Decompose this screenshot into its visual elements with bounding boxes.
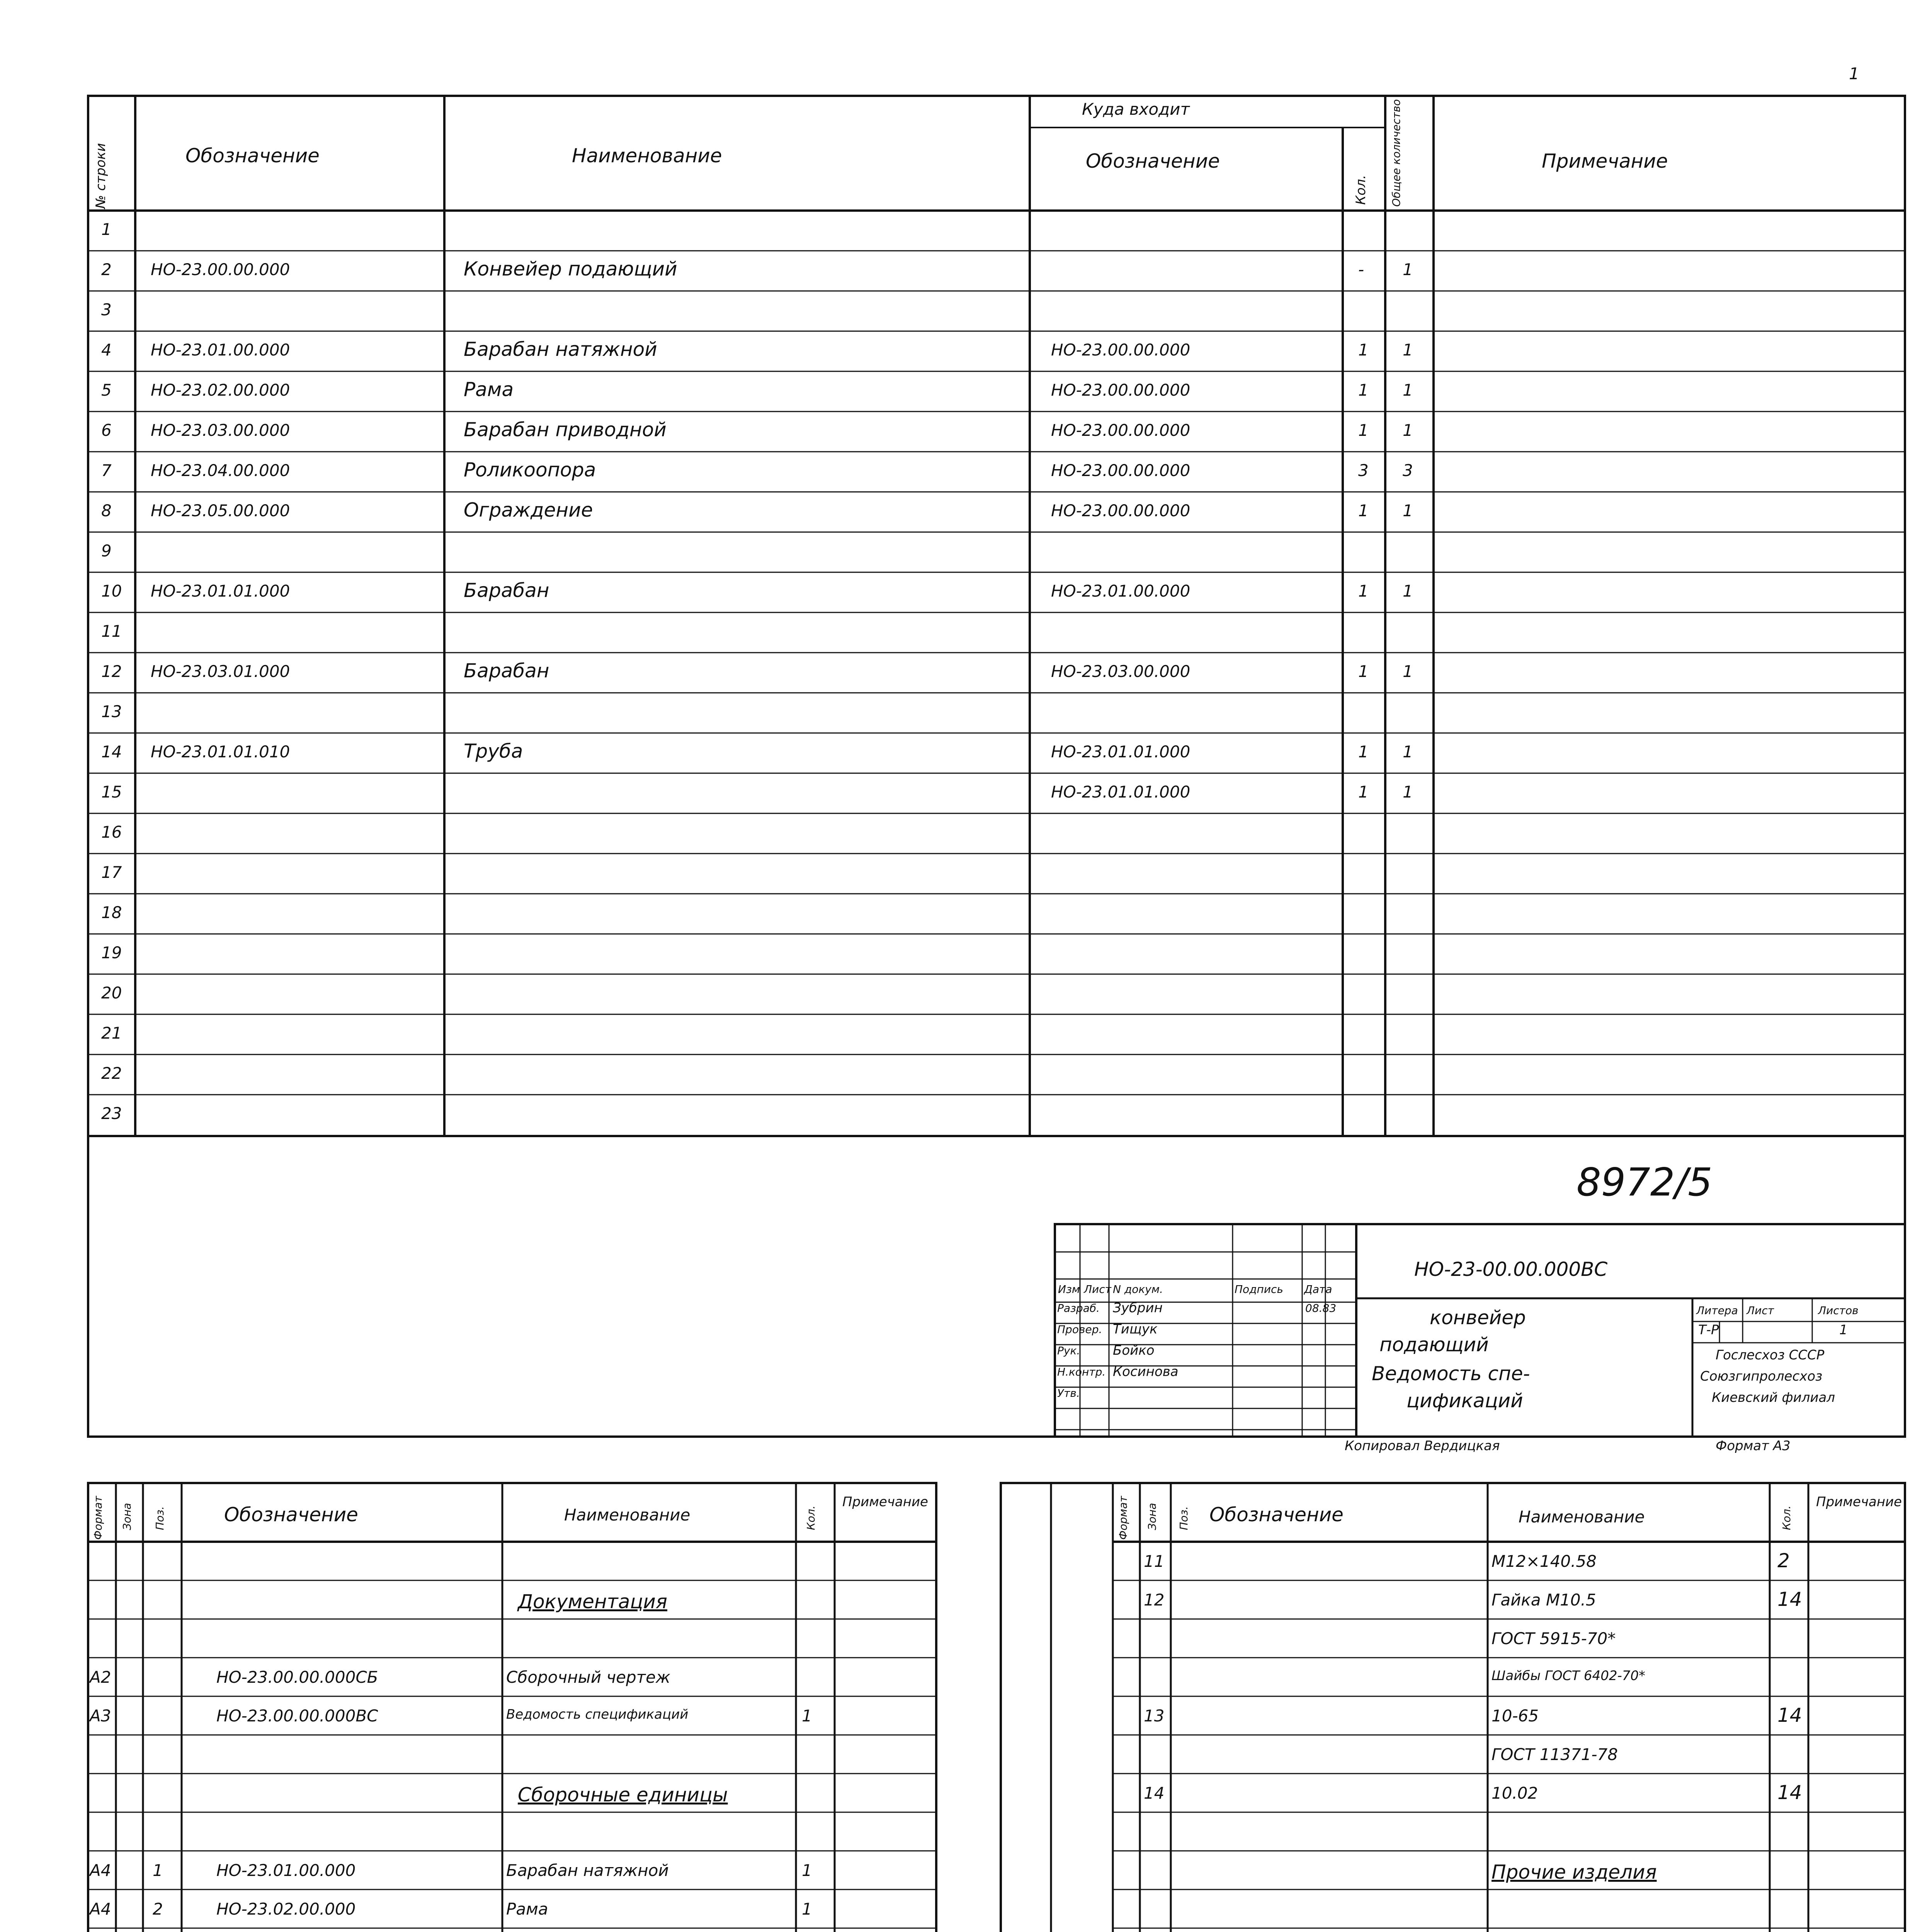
row-format: А3 — [90, 1706, 111, 1725]
tb1-code: НО-23-00.00.000ВС — [1414, 1258, 1608, 1281]
row-number: 17 — [101, 863, 122, 882]
row-number: 5 — [101, 381, 112, 400]
row-number: 3 — [101, 300, 112, 319]
where-used-header: Куда входит — [1082, 100, 1190, 119]
role-label: Разраб. — [1057, 1302, 1100, 1315]
row-number: 18 — [101, 903, 122, 922]
row-number: 12 — [101, 662, 122, 681]
designation-header: Обозначение — [1209, 1503, 1344, 1526]
tb1-copied: Копировал Вердицкая — [1345, 1438, 1500, 1454]
row-pos: 12 — [1144, 1590, 1165, 1609]
note-header: Примечание — [1542, 150, 1668, 172]
corner-mark: 1 — [1849, 64, 1859, 83]
row-qty: 1 — [1358, 340, 1369, 359]
row-pos: 14 — [1144, 1784, 1165, 1803]
tb1-litera: Т-Р — [1698, 1322, 1719, 1338]
row-name: Труба — [464, 740, 523, 762]
row-total-qty: 1 — [1403, 340, 1413, 359]
total-qty-header: Общее количество — [1390, 99, 1403, 207]
row-format: А4 — [90, 1861, 111, 1880]
tb1-hdr-izm: Изм — [1058, 1283, 1080, 1296]
row-where-used: НО-23.03.00.000 — [1051, 662, 1190, 681]
tb1-hdr-ndoc: N докум. — [1113, 1283, 1163, 1296]
row-designation: НО-23.01.00.000 — [216, 1861, 356, 1880]
row-total-qty: 1 — [1403, 742, 1413, 761]
format-header: Формат — [1117, 1496, 1129, 1540]
row-where-used: НО-23.00.00.000 — [1051, 381, 1190, 400]
tb1-doc-1: Ведомость спе- — [1372, 1362, 1530, 1385]
row-format: А4 — [90, 1900, 111, 1918]
row-name: Документация — [518, 1590, 667, 1613]
tb1-hdr-list: Лист — [1084, 1283, 1111, 1296]
note-header: Примечание — [842, 1494, 928, 1510]
row-number: 7 — [101, 461, 112, 480]
qty-header: Кол. — [1780, 1505, 1793, 1530]
row-name: Ограждение — [464, 499, 593, 521]
row-designation: НО-23.00.00.000 — [151, 260, 290, 279]
row-qty: 2 — [1777, 1549, 1790, 1572]
row-name: Шайбы ГОСТ 6402-70* — [1492, 1668, 1645, 1684]
row-designation: НО-23.01.01.000 — [151, 582, 290, 600]
tb1-org3: Киевский филиал — [1712, 1390, 1835, 1405]
role-label: Утв. — [1057, 1387, 1080, 1400]
row-qty: 1 — [802, 1706, 812, 1725]
role-name: Зубрин — [1113, 1300, 1163, 1316]
pos-header: Поз. — [1177, 1506, 1190, 1530]
row-name: Ведомость спецификаций — [506, 1707, 689, 1722]
tb1-org1: Гослесхоз СССР — [1716, 1347, 1825, 1363]
row-name: 10-65 — [1492, 1706, 1539, 1725]
row-designation: НО-23.02.00.000 — [151, 381, 290, 400]
row-number: 8 — [101, 501, 112, 520]
row-pos: 11 — [1144, 1552, 1165, 1571]
row-designation: НО-23.01.00.000 — [151, 340, 290, 359]
role-name: Бойко — [1113, 1343, 1155, 1358]
row-qty: 1 — [1358, 501, 1369, 520]
row-pos: 13 — [1144, 1706, 1165, 1725]
name-header: Наименование — [1519, 1507, 1645, 1526]
row-number: 11 — [101, 622, 122, 641]
row-qty: 3 — [1358, 461, 1369, 480]
tb1-sheet-label: Лист — [1747, 1304, 1774, 1317]
role-label: Рук. — [1057, 1344, 1080, 1357]
row-number: 22 — [101, 1064, 122, 1083]
row-name: Гайка М10.5 — [1492, 1590, 1596, 1609]
row-name: Прочие изделия — [1492, 1861, 1657, 1883]
row-number: 6 — [101, 421, 112, 440]
row-designation: НО-23.00.00.000СБ — [216, 1668, 378, 1687]
row-number: 4 — [101, 340, 112, 359]
row-pos: 2 — [153, 1900, 163, 1918]
row-where-used: НО-23.00.00.000 — [1051, 340, 1190, 359]
row-total-qty: 1 — [1403, 381, 1413, 400]
row-pos: 1 — [153, 1861, 163, 1880]
row-name: Конвейер подающий — [464, 258, 677, 280]
zone-header: Зона — [121, 1503, 133, 1530]
qty-header: Кол. — [1353, 175, 1369, 205]
role-name: Тищук — [1113, 1321, 1158, 1337]
row-qty: 14 — [1777, 1588, 1802, 1611]
row-name: Рама — [506, 1900, 548, 1918]
designation-header: Обозначение — [224, 1503, 358, 1526]
row-number: 20 — [101, 983, 122, 1002]
tb1-product-1: конвейер — [1430, 1306, 1526, 1329]
tb1-hdr-date: Дата — [1304, 1283, 1332, 1296]
row-number: 21 — [101, 1024, 122, 1043]
row-qty: 1 — [1358, 782, 1369, 801]
row-designation: НО-23.02.00.000 — [216, 1900, 356, 1918]
row-qty: 1 — [1358, 421, 1369, 440]
row-name: Роликоопора — [464, 459, 596, 481]
row-number: 23 — [101, 1104, 122, 1123]
row-where-used: НО-23.00.00.000 — [1051, 461, 1190, 480]
row-name: Сборочный чертеж — [506, 1668, 670, 1687]
row-designation: НО-23.00.00.000ВС — [216, 1706, 378, 1725]
row-qty: 1 — [1358, 662, 1369, 681]
tb1-format: Формат А3 — [1716, 1438, 1791, 1454]
pos-header: Поз. — [153, 1506, 166, 1530]
format-header: Формат — [92, 1496, 104, 1540]
row-total-qty: 1 — [1403, 501, 1413, 520]
row-name: 10.02 — [1492, 1784, 1538, 1803]
row-qty: 1 — [1358, 381, 1369, 400]
row-name: Рама — [464, 378, 514, 401]
row-format: А2 — [90, 1668, 111, 1687]
row-number: 15 — [101, 782, 122, 801]
row-total-qty: 1 — [1403, 662, 1413, 681]
tb1-doc-2: цификаций — [1406, 1389, 1523, 1412]
row-total-qty: 1 — [1403, 782, 1413, 801]
row-where-used: НО-23.01.01.000 — [1051, 742, 1190, 761]
row-qty: 1 — [1358, 582, 1369, 600]
row-total-qty: 1 — [1403, 582, 1413, 600]
tb1-litera-label: Литера — [1696, 1304, 1738, 1317]
row-qty: 14 — [1777, 1704, 1802, 1726]
row-number: 2 — [101, 260, 112, 279]
row-designation: НО-23.03.01.000 — [151, 662, 290, 681]
row-name: ГОСТ 5915-70* — [1492, 1629, 1616, 1648]
role-label: Н.контр. — [1057, 1366, 1106, 1378]
row-number: 13 — [101, 702, 122, 721]
row-number-header: № строки — [93, 143, 109, 209]
tb1-product-2: подающий — [1379, 1333, 1489, 1356]
row-designation: НО-23.03.00.000 — [151, 421, 290, 440]
row-name: Барабан приводной — [464, 418, 667, 441]
row-number: 1 — [101, 220, 112, 239]
role-date: 08.83 — [1305, 1302, 1337, 1315]
tb1-sheets-label: Листов — [1818, 1304, 1859, 1317]
row-name: Барабан натяжной — [506, 1861, 669, 1880]
row-total-qty: 1 — [1403, 260, 1413, 279]
row-where-used: НО-23.00.00.000 — [1051, 421, 1190, 440]
row-designation: НО-23.01.01.010 — [151, 742, 290, 761]
row-qty: 14 — [1777, 1781, 1802, 1804]
handwritten-number: 8972/5 — [1577, 1160, 1713, 1205]
tb1-org2: Союзгипролесхоз — [1700, 1369, 1823, 1384]
row-name: Барабан натяжной — [464, 338, 657, 361]
row-name: Сборочные единицы — [518, 1784, 728, 1806]
zone-header: Зона — [1146, 1503, 1158, 1530]
row-total-qty: 1 — [1403, 421, 1413, 440]
row-name: Барабан — [464, 579, 549, 602]
tb1-hdr-sign: Подпись — [1235, 1283, 1283, 1296]
tb1-sheets: 1 — [1839, 1322, 1848, 1338]
qty-header: Кол. — [804, 1505, 817, 1530]
row-qty: 1 — [802, 1900, 812, 1918]
row-number: 14 — [101, 742, 122, 761]
row-qty: 1 — [1358, 742, 1369, 761]
row-name: ГОСТ 11371-78 — [1492, 1745, 1618, 1764]
row-designation: НО-23.04.00.000 — [151, 461, 290, 480]
row-where-used: НО-23.01.00.000 — [1051, 582, 1190, 600]
role-label: Провер. — [1057, 1323, 1102, 1336]
row-name: Барабан — [464, 660, 549, 682]
row-designation: НО-23.05.00.000 — [151, 501, 290, 520]
name-header: Наименование — [564, 1505, 690, 1524]
note-header: Примечание — [1816, 1494, 1902, 1510]
row-total-qty: 3 — [1403, 461, 1413, 480]
row-where-used: НО-23.00.00.000 — [1051, 501, 1190, 520]
designation-header: Обозначение — [185, 145, 320, 167]
row-qty: - — [1358, 260, 1364, 279]
row-where-used: НО-23.01.01.000 — [1051, 782, 1190, 801]
row-qty: 1 — [802, 1861, 812, 1880]
where-designation-header: Обозначение — [1086, 150, 1220, 172]
name-header: Наименование — [572, 145, 722, 167]
row-number: 9 — [101, 541, 112, 560]
row-number: 19 — [101, 943, 122, 962]
role-name: Косинова — [1113, 1364, 1179, 1379]
row-number: 10 — [101, 582, 122, 600]
row-name: М12×140.58 — [1492, 1552, 1597, 1571]
row-number: 16 — [101, 823, 122, 842]
